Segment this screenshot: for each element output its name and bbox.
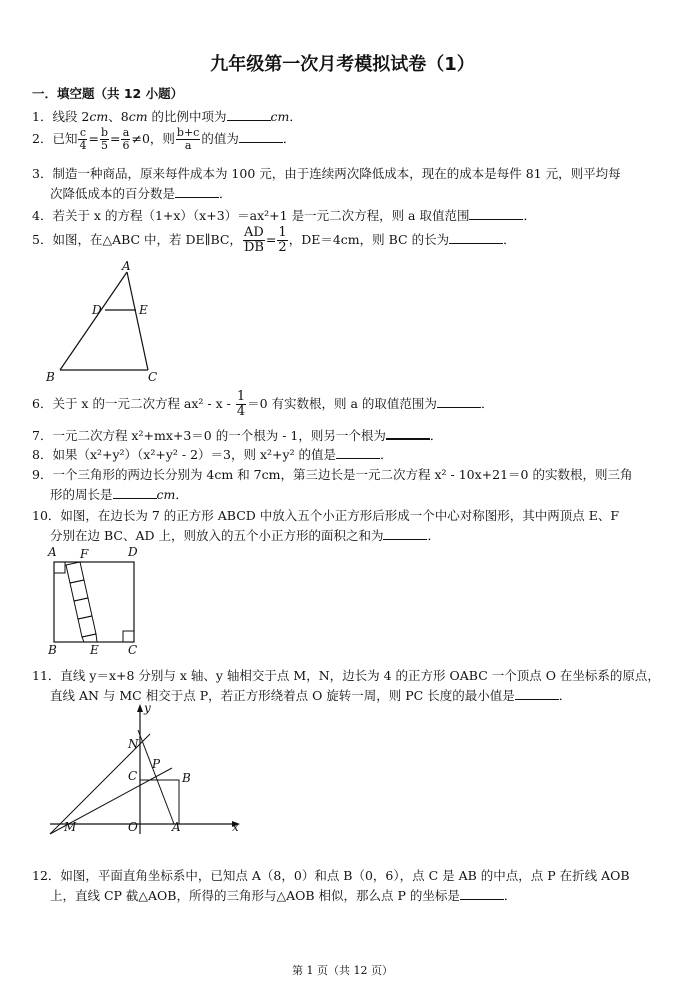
label-d: D [92, 303, 102, 317]
q2-f2-den: 5 [100, 139, 108, 152]
q5-end: ． [503, 232, 516, 247]
small-square-4 [78, 616, 96, 637]
q2-fraction-b-5 [100, 127, 109, 152]
q9-unit: cm [156, 487, 176, 502]
q1-text-b: 、8 [108, 109, 129, 124]
label-a: A [122, 260, 131, 273]
q12-end: ． [503, 888, 517, 903]
q2-mid: ≠0，则 [131, 131, 175, 146]
label-c: C [128, 643, 138, 656]
label-y: y [144, 701, 151, 715]
side-ac [127, 272, 148, 370]
page-title: 九年级第一次月考模拟试卷（1） [210, 54, 475, 75]
q4-end: ． [523, 208, 536, 223]
question-10-line-1: 10．如图，在边长为 7 的正方形 ABCD 中放入五个小正方形后形成一个中心对称图形，其中两顶点 E、F [32, 508, 620, 523]
question-7 [32, 426, 442, 444]
q2-f2-num: b [100, 126, 108, 139]
side-ab [60, 272, 127, 370]
page-footer: 第 1 页（共 12 页） [292, 964, 393, 977]
q2-eq1: = [88, 131, 99, 146]
q6-end: ． [480, 396, 494, 411]
q5-answer-blank[interactable] [449, 231, 503, 244]
q3-answer-blank[interactable] [175, 185, 219, 198]
q8-answer-blank[interactable] [336, 446, 380, 459]
q1-text-a: 1．线段 2 [32, 109, 90, 124]
q6-f-num: 1 [236, 389, 246, 404]
q3-end: ． [219, 186, 232, 201]
question-3-line-1: 3．制造一种商品，原来每件成本为 100 元，由于连续两次降低成本，现在的成本是每件 81 元，则平均每 [32, 166, 621, 181]
q2-fraction-bc-a [176, 127, 200, 152]
q5-f2-den: 2 [278, 240, 287, 255]
q5-f1-num: AD [244, 225, 264, 240]
q6-pre: 6．关于 x 的一元二次方程 ax² - x - [32, 396, 235, 411]
q5-fraction-1-2 [277, 226, 287, 255]
figure-triangle-abc [40, 260, 180, 385]
q1-unit: cm [270, 109, 290, 124]
small-squares [54, 562, 134, 642]
q5-f1-den: DB [243, 240, 264, 255]
q1-text-c: 的比例中项为 [147, 109, 227, 124]
q6-post: ＝0 有实数根，则 a 的取值范围为 [247, 396, 437, 411]
small-square-corner-c [123, 631, 134, 642]
q8-text: 8．如果（x²+y²）（x²+y² - 2）＝3，则 x²+y² 的值是 [32, 447, 337, 462]
label-c: C [148, 370, 158, 384]
small-square-corner-a [54, 562, 65, 573]
q5-eq: = [265, 232, 277, 247]
question-12-line-2 [50, 886, 516, 904]
q2-f4-den: a [184, 139, 192, 152]
q5-fraction-ad-db [243, 226, 265, 255]
label-n: N [128, 737, 139, 751]
q2-f4-num: b+c [176, 126, 200, 139]
label-c: C [128, 769, 138, 783]
question-4 [32, 206, 536, 224]
q5-pre: 5．如图，在△ABC 中，若 DE∥BC， [32, 232, 242, 247]
q8-end: ． [380, 447, 393, 462]
q11-line2-text: 直线 AN 与 MC 相交于点 P，若正方形绕着点 O 旋转一周，则 PC 长度的最小值是 [50, 688, 515, 703]
label-e: E [139, 303, 148, 317]
q1-end: ． [289, 109, 302, 124]
q12-line2-text: 上，直线 CP 截△AOB，所得的三角形与△AOB 相似，那么点 P 的坐标是 [50, 888, 460, 903]
q12-answer-blank[interactable] [460, 887, 504, 900]
small-square-3 [74, 598, 92, 619]
q5-post: ，DE＝4cm，则 BC 的长为 [288, 232, 450, 247]
section-heading: 一．填空题（共 12 小题） [32, 86, 184, 101]
q2-f3-num: a [122, 126, 130, 139]
q6-f-den: 4 [236, 404, 246, 419]
q7-text: 7．一元二次方程 x²+mx+3＝0 的一个根为 - 1，则另一个根为 [32, 428, 386, 443]
outer-square [54, 562, 134, 642]
label-b: B [182, 771, 191, 785]
label-f: F [80, 547, 89, 561]
q2-answer-blank[interactable] [239, 130, 283, 143]
question-3-line-2 [50, 184, 232, 202]
q9-end: ． [175, 487, 188, 502]
question-8 [32, 445, 393, 463]
q2-pre: 2．已知 [32, 131, 78, 146]
label-d: D [128, 545, 138, 559]
q2-post: 的值为 [201, 131, 239, 146]
q1-unit-1: cm [89, 109, 109, 124]
q6-fraction-1-4 [236, 390, 246, 419]
small-square-5 [82, 634, 97, 642]
q2-fraction-c-4 [78, 127, 87, 152]
q11-answer-blank[interactable] [515, 687, 559, 700]
q2-eq2: = [109, 131, 121, 146]
label-x: x [232, 820, 239, 834]
label-m: M [64, 820, 77, 834]
q7-end: ． [429, 428, 443, 443]
q1-answer-blank[interactable] [227, 108, 271, 121]
q2-f3-den: 6 [122, 139, 130, 152]
q4-text: 4．若关于 x 的方程（1+x）（x+3）＝ax²+1 是一元二次方程，则 a 取值范围 [32, 208, 470, 223]
label-p: P [152, 757, 161, 771]
label-b: B [48, 643, 57, 656]
small-square-1 [66, 562, 84, 583]
y-axis-arrow [137, 704, 143, 712]
q10-answer-blank[interactable] [383, 527, 427, 540]
question-6 [32, 390, 493, 419]
q1-unit-2: cm [128, 109, 148, 124]
q4-answer-blank[interactable] [469, 207, 523, 220]
q11-end: ． [558, 688, 572, 703]
question-12-line-1: 12．如图，平面直角坐标系中，已知点 A（8，0）和点 B（0，6），点 C 是 AB 的中点，点 P 在折线 AOB [32, 868, 630, 883]
label-o: O [128, 820, 138, 834]
q10-line2-text: 分别在边 BC、AD 上，则放入的五个小正方形的面积之和为 [50, 528, 384, 543]
label-b: B [46, 370, 55, 384]
q5-f2-num: 1 [278, 225, 287, 240]
q2-fraction-a-6 [121, 127, 130, 152]
question-1 [32, 107, 302, 125]
small-square-2 [70, 580, 88, 601]
q2-f1-num: c [79, 126, 87, 139]
figure-square-abcd [40, 544, 150, 656]
q2-f1-den: 4 [79, 139, 87, 152]
label-a: A [172, 820, 181, 834]
figure-coordinate-system [44, 700, 254, 838]
q6-answer-blank[interactable] [437, 395, 481, 408]
question-2 [32, 127, 295, 152]
q10-end: ． [427, 528, 440, 543]
question-9-line-1: 9．一个三角形的两边长分别为 4cm 和 7cm，第三边长是一元二次方程 x² - 10x+21＝0 的实数根，则三角 [32, 467, 633, 482]
q9-answer-blank[interactable] [113, 486, 157, 499]
q3-line2-text: 次降低成本的百分数是 [50, 186, 176, 201]
q7-answer-blank[interactable] [386, 426, 430, 440]
label-a: A [48, 545, 57, 559]
q9-line2-text: 形的周长是 [50, 487, 113, 502]
label-e: E [90, 643, 99, 656]
q2-end: ． [282, 131, 296, 146]
question-5 [32, 226, 516, 255]
question-11-line-1: 11．直线 y＝x+8 分别与 x 轴、y 轴相交于点 M，N，边长为 4 的正方形 OABC 一个顶点 O 在坐标系的原点， [32, 668, 660, 683]
question-9-line-2 [50, 485, 188, 503]
question-10-line-2 [50, 526, 440, 544]
